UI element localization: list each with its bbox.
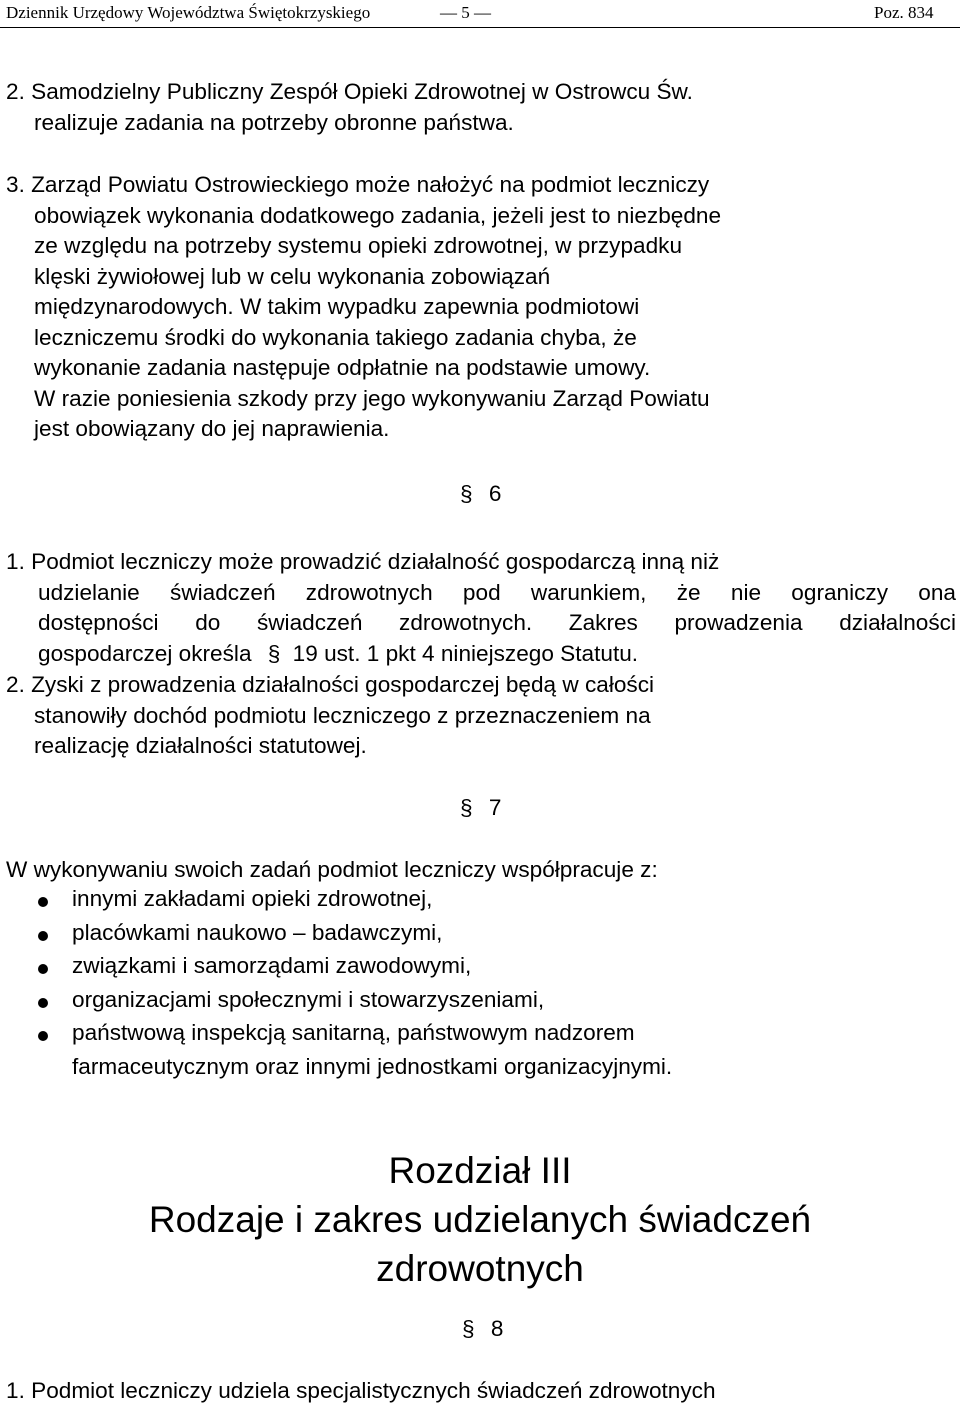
s6-item-2 [6, 670, 654, 762]
text-line: 2. Samodzielny Publiczny Zespół Opieki Zdrowotnej w Ostrowcu Św. [6, 79, 693, 104]
text-line: obowiązek wykonania dodatkowego zadania, jeżeli jest to niezbędne [34, 202, 722, 228]
section-7-heading [460, 795, 501, 821]
text-line: stanowiły dochód podmiotu leczniczego z przeznaczeniem na [34, 702, 651, 728]
text-line: międzynarodowych. W takim wypadku zapewnia podmiotowi [34, 294, 640, 319]
list-item-text: placówkami naukowo – badawczymi, [72, 919, 443, 945]
text-line: udzielanie świadczeń zdrowotnych pod warunkiem, że nie ograniczy ona [38, 579, 956, 605]
section-symbol: § [267, 640, 281, 666]
section-symbol: § [460, 481, 473, 506]
chapter-title: Rodzaje i zakres udzielanych świadczeń [148, 1199, 812, 1240]
text-line: realizację działalności statutowej. [34, 733, 367, 758]
bullet-icon [38, 964, 48, 974]
text-line: 2. Zyski z prowadzenia działalności gospodarczej będą w całości [6, 672, 655, 697]
section-number: 7 [488, 795, 502, 820]
s8-item-1: 1. Podmiot leczniczy udziela specjalistycznych świadczeń zdrowotnych [6, 1378, 716, 1403]
section-symbol: § [460, 795, 473, 820]
item-3 [6, 170, 721, 445]
section-number: 6 [488, 481, 502, 506]
text-line: realizuje zadania na potrzeby obronne państwa. [34, 109, 514, 135]
text-line: W razie poniesienia szkody przy jego wykonywaniu Zarząd Powiatu [34, 385, 710, 411]
list-item-text: związkami i samorządami zawodowymi, [72, 953, 472, 978]
bullet-icon [38, 931, 48, 941]
text-fragment: 19 ust. 1 pkt 4 niniejszego Statutu. [292, 640, 639, 666]
text-line: 3. Zarząd Powiatu Ostrowieckiego może nałożyć na podmiot leczniczy [6, 172, 710, 197]
position-number: Poz. 834 [874, 3, 934, 22]
item-2 [6, 77, 693, 138]
text-line: jest obowiązany do jej naprawienia. [34, 416, 390, 441]
bullet-icon [38, 1031, 48, 1041]
header-rule [0, 27, 960, 28]
journal-title: Dziennik Urzędowy Województwa Świętokrzyskiego [6, 3, 371, 22]
section-symbol: § [462, 1316, 475, 1341]
text-line: wykonanie zadania następuje odpłatnie na podstawie umowy. [34, 355, 651, 380]
list-item-text: innymi zakładami opieki zdrowotnej, [72, 886, 433, 911]
page-header [0, 0, 960, 28]
text-fragment: gospodarczej określa [38, 640, 252, 666]
list-item-text: farmaceutycznym oraz innymi jednostkami organizacyjnymi. [72, 1053, 673, 1079]
section-number: 8 [490, 1316, 504, 1341]
s6-item-1 [6, 547, 956, 669]
bullet-icon [38, 897, 48, 907]
bullet-icon [38, 998, 48, 1008]
text-line-with-section-ref [38, 639, 956, 670]
text-line: 1. Podmiot leczniczy może prowadzić działalność gospodarczą inną niż [6, 549, 720, 574]
chapter-title-continued: zdrowotnych [376, 1248, 584, 1289]
text-line: leczniczemu środki do wykonania takiego zadania chyba, że [34, 324, 637, 350]
s7-intro: W wykonywaniu swoich zadań podmiot leczniczy współpracuje z: [6, 857, 658, 882]
page-number: — 5 — [440, 3, 491, 22]
list-item-text: organizacjami społecznymi i stowarzyszeniami, [72, 986, 545, 1012]
chapter-number: Rozdział III [388, 1150, 572, 1191]
section-6-heading [460, 481, 501, 507]
text-line: ze względu na potrzeby systemu opieki zdrowotnej, w przypadku [34, 233, 683, 258]
list-item-text: państwową inspekcją sanitarną, państwowym nadzorem [72, 1020, 635, 1045]
text-line: dostępności do świadczeń zdrowotnych. Zakres prowadzenia działalności [38, 610, 956, 635]
text-line: klęski żywiołowej lub w celu wykonania zobowiązań [34, 263, 551, 289]
section-8-heading [462, 1316, 503, 1342]
